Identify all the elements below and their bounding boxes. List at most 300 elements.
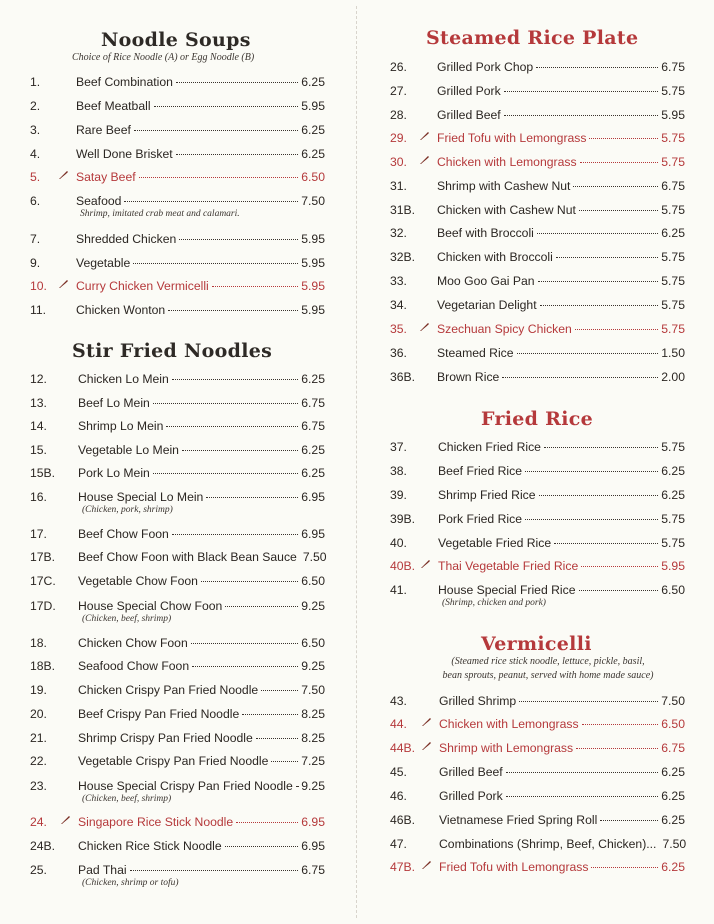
menu-item (0, 419, 357, 437)
item-line (438, 536, 685, 550)
menu-item (357, 860, 714, 878)
leader-dots (591, 867, 658, 868)
item-name: Grilled Pork (439, 789, 503, 803)
item-price: 5.95 (661, 108, 685, 122)
item-number: 17D. (30, 599, 56, 613)
item-price: 6.50 (301, 170, 325, 184)
item-price: 9.25 (301, 659, 325, 673)
item-line (76, 303, 325, 317)
item-number: 43. (390, 694, 407, 708)
item-number: 17B. (30, 550, 56, 564)
item-line (78, 443, 325, 457)
item-name: Grilled Beef (437, 108, 501, 122)
item-name: Chicken Crispy Pan Fried Noodle (78, 683, 259, 697)
item-number: 1. (30, 75, 41, 89)
item-number: 31. (390, 179, 407, 193)
menu-item (0, 707, 357, 725)
menu-item (0, 279, 357, 297)
item-line (78, 527, 325, 541)
item-line (437, 274, 685, 288)
item-line (76, 279, 325, 293)
leader-dots (536, 67, 658, 68)
leader-dots (537, 233, 658, 234)
item-line (439, 837, 685, 851)
item-line (76, 123, 325, 137)
item-name: Szechuan Spicy Chicken (437, 322, 572, 336)
menu-item (357, 512, 714, 530)
item-price: 5.75 (661, 84, 685, 98)
item-line (437, 346, 685, 360)
leader-dots (582, 724, 659, 725)
item-number: 38. (390, 464, 407, 478)
item-number: 24. (30, 815, 47, 829)
item-price: 6.25 (661, 488, 685, 502)
menu-item (357, 226, 714, 244)
item-line (439, 789, 685, 803)
item-line (437, 298, 685, 312)
item-price: 6.25 (661, 813, 685, 827)
menu-item (357, 298, 714, 316)
item-line (439, 765, 685, 779)
item-number: 26. (390, 60, 407, 74)
item-name: Vegetable (76, 256, 131, 270)
item-price: 6.25 (661, 860, 685, 874)
item-name: Vegetable Chow Foon (78, 574, 198, 588)
menu-item (0, 232, 357, 250)
item-line (78, 574, 325, 588)
item-number: 23. (30, 779, 47, 793)
item-line (76, 170, 325, 184)
item-price: 2.00 (661, 370, 685, 384)
menu-item (357, 741, 714, 759)
item-line (76, 75, 325, 89)
item-name: Vietnamese Fried Spring Roll (439, 813, 598, 827)
leader-dots (242, 714, 298, 715)
item-number: 14. (30, 419, 47, 433)
item-line (437, 250, 685, 264)
menu-item (357, 346, 714, 364)
item-number: 25. (30, 863, 47, 877)
item-price: 5.75 (661, 298, 685, 312)
item-number: 20. (30, 707, 47, 721)
item-number: 36B. (390, 370, 416, 384)
item-line (78, 636, 325, 650)
menu-item (357, 250, 714, 268)
leader-dots (236, 822, 298, 823)
item-number: 12. (30, 372, 47, 386)
leader-dots (525, 519, 658, 520)
item-number: 40. (390, 536, 407, 550)
item-price: 7.25 (301, 754, 325, 768)
item-price: 5.75 (661, 250, 685, 264)
item-line (78, 599, 325, 613)
menu-item (357, 108, 714, 126)
pepper-icon (421, 740, 431, 754)
item-name: Vegetable Fried Rice (438, 536, 552, 550)
item-number: 3. (30, 123, 41, 137)
item-price: 5.95 (301, 99, 325, 113)
item-number: 18B. (30, 659, 56, 673)
item-name: Curry Chicken Vermicelli (76, 279, 209, 293)
item-name: Beef Chow Foon (78, 527, 169, 541)
item-price: 5.95 (661, 559, 685, 573)
item-name: House Special Crispy Pan Fried Noodle (78, 779, 293, 793)
item-price: 6.50 (301, 636, 325, 650)
menu-item (357, 789, 714, 807)
item-name: Chicken Fried Rice (438, 440, 541, 454)
menu-item (0, 123, 357, 141)
item-number: 47. (390, 837, 407, 851)
item-name: Shrimp Fried Rice (438, 488, 536, 502)
item-name: Chicken Wonton (76, 303, 166, 317)
item-name: House Special Lo Mein (78, 490, 204, 504)
item-price: 6.50 (661, 583, 685, 597)
item-line (439, 717, 685, 731)
item-name: Fried Tofu with Lemongrass (439, 860, 589, 874)
item-name: Steamed Rice (437, 346, 514, 360)
item-number: 34. (390, 298, 407, 312)
item-line (76, 256, 325, 270)
pepper-icon (58, 169, 68, 183)
leader-dots (176, 154, 299, 155)
item-price: 1.50 (661, 346, 685, 360)
menu-item (0, 839, 357, 857)
item-name: Shrimp Lo Mein (78, 419, 164, 433)
item-line (439, 813, 685, 827)
leader-dots (179, 239, 298, 240)
item-name: Chicken Rice Stick Noodle (78, 839, 222, 853)
leader-dots (133, 263, 298, 264)
item-price: 6.25 (301, 372, 325, 386)
menu-item (0, 303, 357, 321)
item-price: 7.50 (301, 194, 325, 208)
leader-dots (176, 82, 298, 83)
item-line (437, 322, 685, 336)
leader-dots (576, 748, 658, 749)
vermicelli-subtitle-line2: bean sprouts, peanut, served with home made sauce) (442, 670, 654, 681)
item-name: Beef with Broccoli (437, 226, 534, 240)
item-name: Grilled Shrimp (439, 694, 517, 708)
item-line (78, 659, 325, 673)
item-name: Rare Beef (76, 123, 131, 137)
item-price: 6.25 (301, 443, 325, 457)
item-name: Shrimp Crispy Pan Fried Noodle (78, 731, 253, 745)
item-name: Satay Beef (76, 170, 136, 184)
item-line (438, 440, 685, 454)
item-number: 10. (30, 279, 47, 293)
item-price: 5.95 (301, 232, 325, 246)
menu-item (357, 322, 714, 340)
item-price: 6.95 (301, 490, 325, 504)
item-line (438, 488, 685, 502)
item-number: 46. (390, 789, 407, 803)
item-price: 7.50 (661, 694, 685, 708)
item-price: 6.25 (301, 75, 325, 89)
leader-dots (517, 353, 659, 354)
leader-dots (573, 186, 658, 187)
item-price: 9.25 (301, 779, 325, 793)
item-description: Shrimp, imitated crab meat and calamari. (80, 209, 240, 219)
leader-dots (589, 138, 658, 139)
menu-item (0, 75, 357, 93)
item-line (437, 179, 685, 193)
item-name: Seafood Chow Foon (78, 659, 190, 673)
item-number: 21. (30, 731, 47, 745)
item-name: Combinations (Shrimp, Beef, Chicken)... (439, 837, 657, 851)
leader-dots (600, 820, 658, 821)
item-name: Beef Combination (76, 75, 173, 89)
pepper-icon (419, 130, 429, 144)
menu-item (0, 443, 357, 461)
pepper-icon (58, 278, 68, 292)
leader-dots (172, 534, 298, 535)
item-line (439, 741, 685, 755)
leader-dots (579, 210, 658, 211)
leader-dots (153, 403, 298, 404)
menu-item (357, 179, 714, 197)
menu-item (357, 765, 714, 783)
menu-item (357, 559, 714, 577)
item-line (438, 559, 685, 573)
item-name: Grilled Pork (437, 84, 501, 98)
item-name: Grilled Beef (439, 765, 503, 779)
item-price: 6.95 (301, 839, 325, 853)
item-price: 6.50 (661, 717, 685, 731)
item-description: (Chicken, beef, shrimp) (82, 614, 172, 624)
menu-item (357, 84, 714, 102)
item-line (438, 583, 685, 597)
pepper-icon (420, 558, 430, 572)
menu-item (357, 464, 714, 482)
item-price: 6.25 (301, 466, 325, 480)
item-line (76, 99, 325, 113)
item-price: 6.75 (661, 60, 685, 74)
leader-dots (554, 543, 658, 544)
item-price: 5.75 (661, 274, 685, 288)
leader-dots (225, 846, 299, 847)
pepper-icon (421, 716, 431, 730)
vermicelli-subtitle-line1: (Steamed rice stick noodle, lettuce, pickle, basil, (451, 656, 645, 667)
item-line (437, 60, 685, 74)
item-description: (Chicken, beef, shrimp) (82, 794, 172, 804)
item-price: 5.95 (301, 303, 325, 317)
item-name: Shrimp with Cashew Nut (437, 179, 571, 193)
item-price: 6.25 (661, 464, 685, 478)
leader-dots (556, 257, 658, 258)
item-number: 2. (30, 99, 41, 113)
pepper-icon (421, 859, 431, 873)
item-name: Seafood (76, 194, 122, 208)
item-number: 4. (30, 147, 41, 161)
leader-dots (271, 761, 298, 762)
noodle-soups-subtitle: Choice of Rice Noodle (A) or Egg Noodle (B) (72, 52, 255, 63)
leader-dots (256, 738, 299, 739)
item-description: (Shrimp, chicken and pork) (442, 598, 546, 608)
item-price: 6.95 (301, 527, 325, 541)
item-price: 6.25 (661, 765, 685, 779)
item-name: Brown Rice (437, 370, 500, 384)
item-line (76, 232, 325, 246)
item-number: 7. (30, 232, 41, 246)
item-line (78, 466, 325, 480)
leader-dots (296, 786, 299, 787)
item-name: Pork Lo Mein (78, 466, 150, 480)
leader-dots (538, 281, 659, 282)
leader-dots (201, 581, 298, 582)
item-number: 32B. (390, 250, 416, 264)
item-number: 40B. (390, 559, 416, 573)
menu-item (0, 574, 357, 592)
item-name: Singapore Rice Stick Noodle (78, 815, 234, 829)
item-name: Vegetable Crispy Pan Fried Noodle (78, 754, 269, 768)
item-line (439, 860, 685, 874)
menu-item (357, 694, 714, 712)
item-line (437, 84, 685, 98)
item-line (437, 155, 685, 169)
item-number: 18. (30, 636, 47, 650)
item-line (437, 370, 685, 384)
item-name: Well Done Brisket (76, 147, 173, 161)
item-price: 7.50 (301, 683, 325, 697)
menu-item (0, 99, 357, 117)
item-line (439, 694, 685, 708)
menu-item (0, 636, 357, 654)
item-name: House Special Chow Foon (78, 599, 223, 613)
leader-dots (506, 772, 659, 773)
item-line (438, 512, 685, 526)
item-name: Beef Fried Rice (438, 464, 522, 478)
leader-dots (139, 177, 299, 178)
leader-dots (261, 690, 298, 691)
leader-dots (206, 497, 298, 498)
item-number: 37. (390, 440, 407, 454)
fried-rice-title: Fried Rice (481, 408, 594, 430)
menu-item (357, 583, 714, 608)
menu-item (357, 203, 714, 221)
item-name: Pork Fried Rice (438, 512, 522, 526)
menu-item (357, 274, 714, 292)
item-price: 5.75 (661, 322, 685, 336)
item-number: 39B. (390, 512, 416, 526)
leader-dots (506, 796, 659, 797)
item-number: 16. (30, 490, 47, 504)
item-line (437, 226, 685, 240)
item-line (78, 863, 325, 877)
menu-item (0, 170, 357, 188)
leader-dots (575, 329, 658, 330)
item-name: Vegetarian Delight (437, 298, 537, 312)
menu-item (0, 490, 357, 515)
item-number: 31B. (390, 203, 416, 217)
leader-dots (153, 473, 298, 474)
item-name: Beef Crispy Pan Fried Noodle (78, 707, 240, 721)
item-number: 15. (30, 443, 47, 457)
item-name: Chicken with Lemongrass (437, 155, 577, 169)
item-price: 6.25 (661, 226, 685, 240)
item-name: Chicken with Lemongrass (439, 717, 579, 731)
item-number: 5. (30, 170, 41, 184)
steamed-rice-plate-title: Steamed Rice Plate (426, 27, 639, 49)
item-name: Thai Vegetable Fried Rice (438, 559, 579, 573)
menu-item (357, 536, 714, 554)
item-name: Pad Thai (78, 863, 127, 877)
menu-item (0, 599, 357, 624)
item-line (78, 550, 325, 564)
item-number: 19. (30, 683, 47, 697)
leader-dots (525, 471, 658, 472)
menu-item (357, 837, 714, 855)
item-name: Chicken with Cashew Nut (437, 203, 576, 217)
leader-dots (580, 162, 659, 163)
item-number: 44. (390, 717, 407, 731)
item-line (78, 372, 325, 386)
item-number: 24B. (30, 839, 56, 853)
menu-item (0, 372, 357, 390)
item-price: 6.25 (661, 789, 685, 803)
menu-item (357, 813, 714, 831)
item-price: 6.25 (301, 147, 325, 161)
leader-dots (166, 426, 298, 427)
item-line (437, 131, 685, 145)
item-name: Beef Meatball (76, 99, 151, 113)
menu-item (0, 466, 357, 484)
item-price: 5.75 (661, 203, 685, 217)
item-name: Shredded Chicken (76, 232, 177, 246)
leader-dots (504, 91, 659, 92)
leader-dots (539, 495, 659, 496)
menu-item (0, 863, 357, 888)
noodle-soups-title: Noodle Soups (101, 29, 251, 51)
item-line (78, 815, 325, 829)
item-name: Moo Goo Gai Pan (437, 274, 535, 288)
leader-dots (579, 590, 659, 591)
item-line (78, 707, 325, 721)
leader-dots (225, 606, 298, 607)
item-price: 5.75 (661, 155, 685, 169)
leader-dots (168, 310, 298, 311)
item-line (78, 839, 325, 853)
item-price: 8.25 (301, 707, 325, 721)
item-number: 6. (30, 194, 41, 208)
item-price: 6.75 (301, 863, 325, 877)
item-line (76, 194, 325, 208)
item-number: 28. (390, 108, 407, 122)
vermicelli-title: Vermicelli (481, 633, 592, 655)
leader-dots (124, 201, 298, 202)
leader-dots (519, 701, 658, 702)
menu-item (357, 488, 714, 506)
item-number: 9. (30, 256, 41, 270)
pepper-icon (419, 321, 429, 335)
item-price: 5.75 (661, 536, 685, 550)
item-price: 7.50 (662, 837, 687, 851)
leader-dots (544, 447, 658, 448)
item-number: 11. (30, 303, 47, 317)
leader-dots (504, 115, 659, 116)
item-number: 45. (390, 765, 407, 779)
pepper-icon (60, 814, 70, 828)
item-price: 8.25 (301, 731, 325, 745)
item-number: 17C. (30, 574, 56, 588)
leader-dots (182, 450, 298, 451)
item-price: 5.75 (661, 131, 685, 145)
item-number: 13. (30, 396, 47, 410)
item-number: 22. (30, 754, 47, 768)
menu-item (357, 155, 714, 173)
menu-item (0, 754, 357, 772)
item-price: 6.75 (301, 396, 325, 410)
item-price: 6.75 (661, 179, 685, 193)
